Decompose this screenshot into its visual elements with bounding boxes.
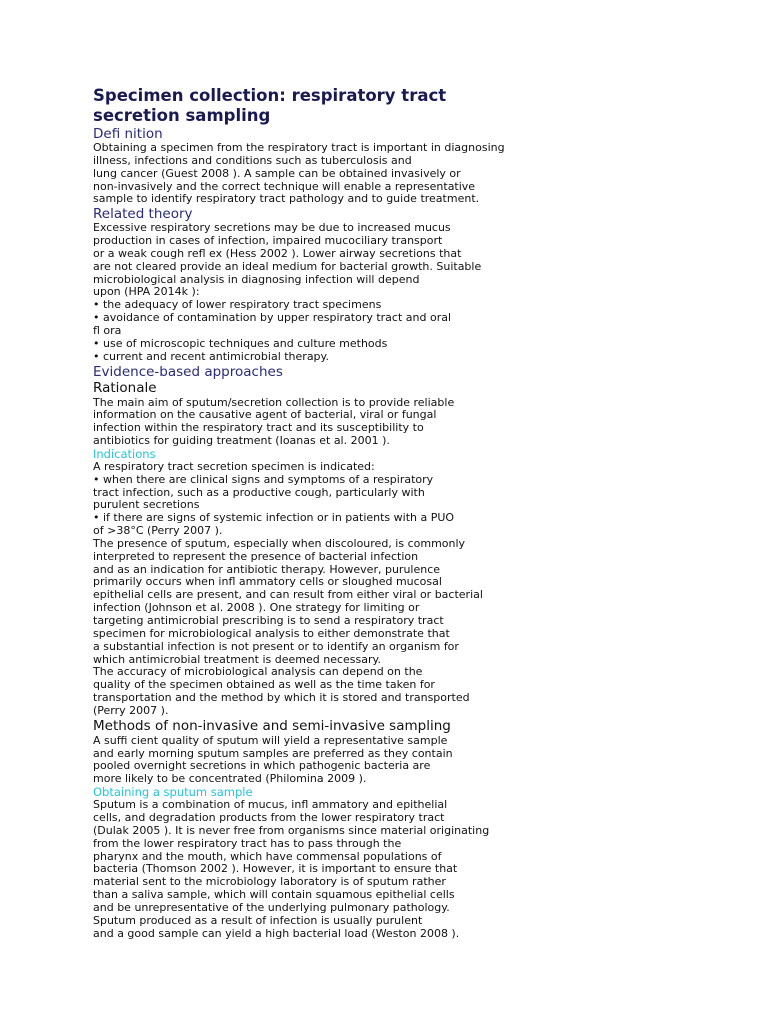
body-text-line: • current and recent antimicrobial therapy. <box>93 349 329 363</box>
body-text-line: Obtaining a specimen from the respiratory tract is important in diagnosing <box>93 141 505 154</box>
body-text-line: antibiotics for guiding treatment (Ioanas et al. 2001 ). <box>93 434 390 448</box>
section-heading: Methods of non-invasive and semi-invasive sampling <box>93 717 451 734</box>
body-text-line: • use of microscopic techniques and culture methods <box>93 336 388 350</box>
body-text-line: (Dulak 2005 ). It is never free from organisms since material originating <box>93 823 490 837</box>
section <box>93 448 553 718</box>
body-text-line: and early morning sputum samples are preferred as they contain <box>93 746 453 760</box>
section <box>93 786 553 940</box>
body-text-line: from the lower respiratory tract has to pass through the <box>93 836 402 850</box>
body-text-line: microbiological analysis in diagnosing infection will depend <box>93 272 420 286</box>
body-text-line: • if there are signs of systemic infection or in patients with a PUO <box>93 511 455 525</box>
body-text-line: • when there are clinical signs and symptoms of a respiratory <box>93 472 434 486</box>
section-heading: Defi nition <box>93 126 163 142</box>
body-text-line: fl ora <box>93 323 122 337</box>
body-text-line: which antimicrobial treatment is deemed necessary. <box>93 652 381 666</box>
body-text-line: pooled overnight secretions in which pathogenic bacteria are <box>93 759 431 773</box>
body-text-line: sample to identify respiratory tract pathology and to guide treatment. <box>93 192 480 206</box>
body-text-line: production in cases of infection, impaired mucociliary transport <box>93 234 443 248</box>
body-text-line: of >38°C (Perry 2007 ). <box>93 524 223 538</box>
body-text-line: or a weak cough refl ex (Hess 2002 ). Lower airway secretions that <box>93 246 462 260</box>
section <box>93 380 553 448</box>
body-text-line: and a good sample can yield a high bacterial load (Weston 2008 ). <box>93 926 460 940</box>
body-text-line: Excessive respiratory secretions may be due to increased mucus <box>93 221 451 235</box>
body-text-line: lung cancer (Guest 2008 ). A sample can be obtained invasively or <box>93 166 461 180</box>
body-text-line: pharynx and the mouth, which have commensal populations of <box>93 849 442 863</box>
body-text-line: a substantial infection is not present or to identify an organism for <box>93 639 459 653</box>
body-text-line: more likely to be concentrated (Philomina 2009 ). <box>93 772 367 786</box>
section <box>93 206 553 363</box>
body-text-line: targeting antimicrobial prescribing is to send a respiratory tract <box>93 614 444 627</box>
body-text-line: transportation and the method by which it is stored and transported <box>93 691 470 705</box>
document-content <box>93 86 553 940</box>
body-text-line: are not cleared provide an ideal medium for bacterial growth. Suitable <box>93 259 482 273</box>
body-text-line: specimen for microbiological analysis to either demonstrate that <box>93 626 450 640</box>
section <box>93 126 553 206</box>
body-text-line: material sent to the microbiology laboratory is of sputum rather <box>93 875 446 889</box>
body-text-line: illness, infections and conditions such as tuberculosis and <box>93 153 412 167</box>
body-text-line: infection (Johnson et al. 2008 ). One strategy for limiting or <box>93 601 420 615</box>
section-heading: Related theory <box>93 206 193 223</box>
body-text-line: epithelial cells are present, and can result from either viral or bacterial <box>93 588 483 602</box>
body-text-line: • avoidance of contamination by upper respiratory tract and oral <box>93 311 452 325</box>
body-text-line: infection within the respiratory tract and its susceptibility to <box>93 421 424 435</box>
body-text-line: upon (HPA 2014k ): <box>93 285 200 299</box>
body-text-line: Sputum is a combination of mucus, infl ammatory and epithelial <box>93 798 448 812</box>
body-text-line: quality of the specimen obtained as well as the time taken for <box>93 678 435 692</box>
body-text-line: non-invasively and the correct technique will enable a representative <box>93 179 476 193</box>
body-text-line: than a saliva sample, which will contain squamous epithelial cells <box>93 888 455 902</box>
body-text-line: The accuracy of microbiological analysis can depend on the <box>93 665 423 679</box>
section-heading: Obtaining a sputum sample <box>93 785 253 800</box>
section <box>93 364 553 380</box>
section <box>93 718 553 786</box>
body-text-line: and as an indication for antibiotic therapy. However, purulence <box>93 562 441 576</box>
title-line: Specimen collection: respiratory tract <box>93 86 447 105</box>
body-text-line: • the adequacy of lower respiratory tract specimens <box>93 298 382 312</box>
body-text-line: bacteria (Thomson 2002 ). However, it is important to ensure that <box>93 862 458 876</box>
body-text-line: A respiratory tract secretion specimen is indicated: <box>93 459 375 473</box>
body-text-line: cells, and degradation products from the lower respiratory tract <box>93 810 445 824</box>
section-heading: Indications <box>93 446 156 461</box>
body-text-line: primarily occurs when infl ammatory cells or sloughed mucosal <box>93 575 442 589</box>
body-text-line: Sputum produced as a result of infection is usually purulent <box>93 913 423 927</box>
section-heading: Rationale <box>93 379 157 396</box>
body-text-line: interpreted to represent the presence of bacterial infection <box>93 549 419 563</box>
body-text-line: (Perry 2007 ). <box>93 703 169 717</box>
body-text-line: and be unrepresentative of the underlying pulmonary pathology. <box>93 900 450 914</box>
body-text-line: information on the causative agent of bacterial, viral or fungal <box>93 408 437 422</box>
body-text-line: purulent secretions <box>93 498 200 512</box>
document-title <box>93 86 553 126</box>
document-sections <box>93 126 553 940</box>
title-line: secretion sampling <box>93 106 271 125</box>
section-heading: Evidence-based approaches <box>93 363 283 380</box>
body-text-line: tract infection, such as a productive cough, particularly with <box>93 485 425 499</box>
body-text-line: A suffi cient quality of sputum will yield a representative sample <box>93 733 448 747</box>
body-text-line: The presence of sputum, especially when discoloured, is commonly <box>93 536 466 550</box>
body-text-line: The main aim of sputum/secretion collection is to provide reliable <box>93 395 455 409</box>
